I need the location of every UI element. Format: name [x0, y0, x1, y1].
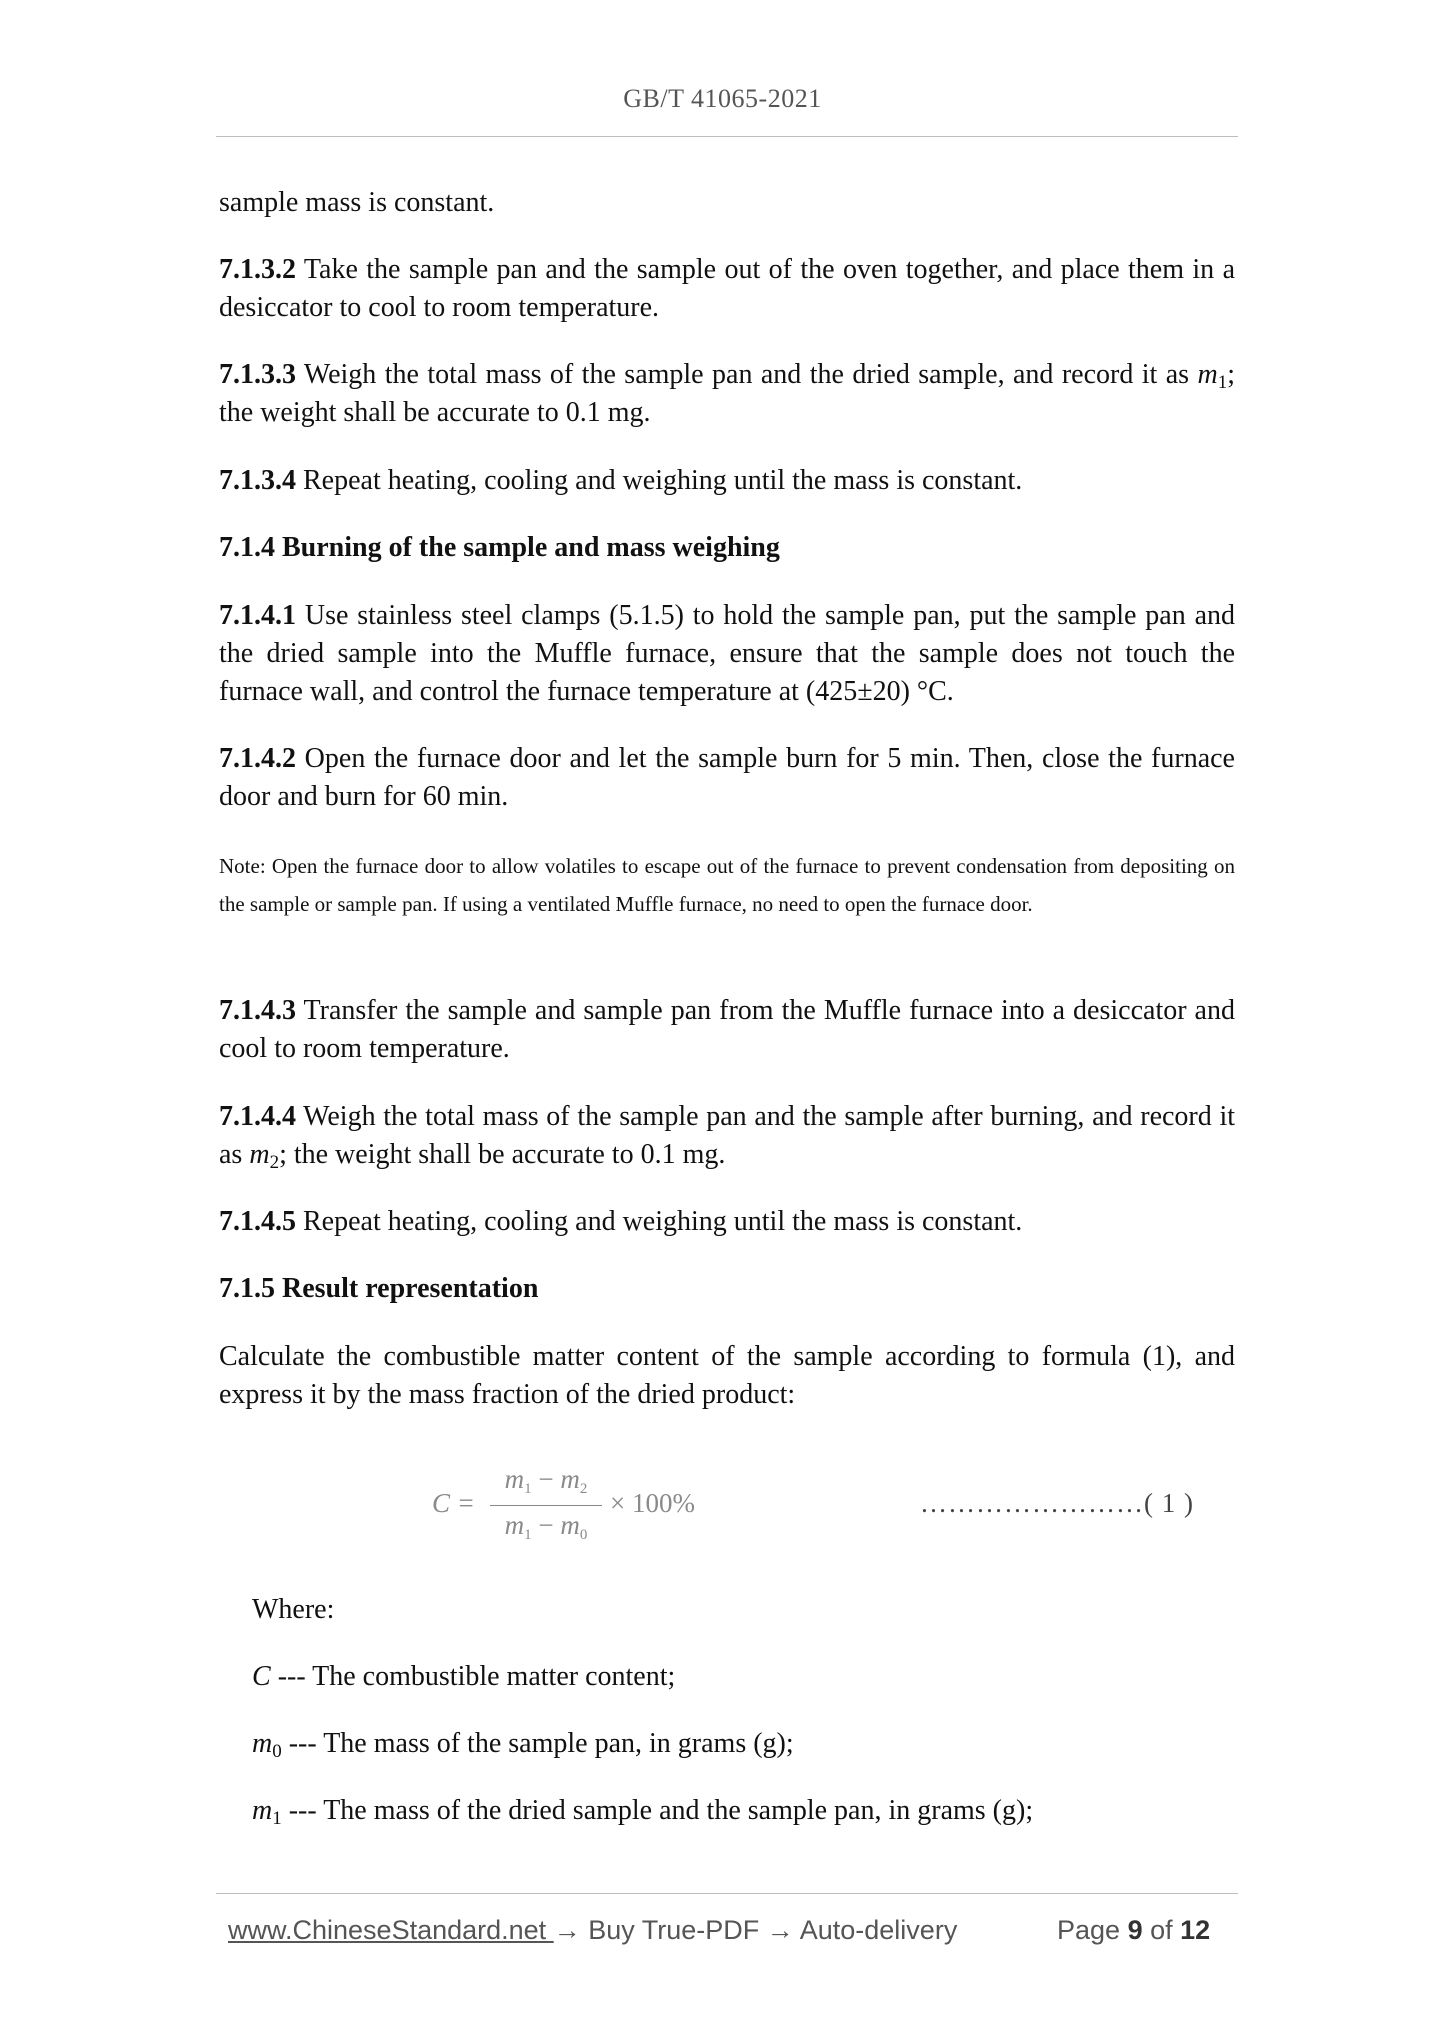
footer-divider	[216, 1893, 1238, 1894]
section-heading-7-1-5: 7.1.5 Result representation	[219, 1273, 539, 1304]
denominator-sub0: 0	[579, 1527, 588, 1543]
clause-number: 7.1.3.4	[219, 465, 296, 496]
clause-7-1-4-5	[219, 1203, 1235, 1241]
numerator-m1: m	[504, 1464, 525, 1494]
symbol-description: --- The mass of the sample pan, in grams (g);	[281, 1728, 794, 1759]
header-divider	[216, 136, 1238, 137]
clause-text: ; the weight shall be accurate to 0.1 mg.	[219, 359, 1235, 428]
clause-text: Transfer the sample and sample pan from the Muffle furnace into a desiccator and cool to room temperature.	[219, 995, 1235, 1064]
calculation-paragraph: Calculate the combustible matter content of the sample according to formula (1), and express it by the mass fraction of the dried product:	[219, 1341, 1235, 1410]
clause-text: ; the weight shall be accurate to 0.1 mg.	[279, 1139, 726, 1170]
formula-multiplier: × 100%	[610, 1488, 695, 1518]
symbol-subscript: 2	[269, 1152, 280, 1173]
note: Note: Open the furnace door to allow volatiles to escape out of the furnace to prevent condensation from depositing on the sample or sample pan. If using a ventilated Muffle furnace, no need to open the furnace door.	[219, 854, 1235, 916]
symbol-m: m	[249, 1139, 270, 1170]
clause-7-1-4-1	[219, 597, 1235, 711]
clause-number: 7.1.4.1	[219, 600, 296, 631]
section-heading-7-1-4: 7.1.4 Burning of the sample and mass weighing	[219, 532, 780, 563]
paragraph-continuation	[219, 184, 1235, 222]
symbol-subscript: 1	[272, 1808, 282, 1829]
clause-number: 7.1.3.2	[219, 254, 296, 285]
clause-text: Repeat heating, cooling and weighing until the mass is constant.	[296, 1206, 1023, 1237]
where-item-c	[252, 1658, 1232, 1696]
formula-numerator	[490, 1464, 602, 1495]
clause-7-1-3-2	[219, 251, 1235, 327]
where-item-m0	[252, 1725, 1232, 1763]
symbol-description: --- The mass of the dried sample and the sample pan, in grams (g);	[281, 1795, 1034, 1826]
clause-text: Repeat heating, cooling and weighing until the mass is constant.	[296, 465, 1023, 496]
clause-number: 7.1.4.3	[219, 995, 296, 1026]
symbol-subscript: 0	[272, 1741, 282, 1762]
clause-7-1-4-4	[219, 1098, 1235, 1174]
website-link[interactable]: www.ChineseStandard.net	[228, 1915, 554, 1945]
numerator-minus: −	[538, 1464, 554, 1494]
numerator-m2: m	[560, 1464, 580, 1494]
clause-7-1-3-4	[219, 462, 1235, 500]
numerator-sub2: 2	[579, 1481, 588, 1497]
symbol: m	[252, 1795, 273, 1826]
denominator-sub1: 1	[524, 1527, 532, 1543]
of-label: of	[1142, 1915, 1181, 1945]
formula-lhs: C =	[432, 1488, 475, 1518]
footer-promo	[228, 1915, 957, 1946]
clause-text: Weigh the total mass of the sample pan and the dried sample, and record it as	[296, 359, 1198, 390]
clause-number: 7.1.4.2	[219, 743, 296, 774]
denominator-m0: m	[560, 1510, 580, 1540]
where-label: Where:	[252, 1594, 335, 1625]
equation-number: ……………………( 1 )	[920, 1488, 1194, 1518]
clause-text: Weigh the total mass of the sample pan and the sample after burning, and record it as	[219, 1101, 1235, 1170]
paragraph-text: sample mass is constant.	[219, 187, 495, 218]
numerator-sub1: 1	[524, 1481, 532, 1497]
page-indicator	[1057, 1915, 1210, 1946]
clause-text: Take the sample pan and the sample out of the oven together, and place them in a desiccator to cool to room temperature.	[219, 254, 1235, 323]
symbol-description: --- The combustible matter content;	[270, 1661, 676, 1692]
symbol-subscript: 1	[1217, 372, 1228, 393]
clause-7-1-3-3	[219, 356, 1235, 432]
clause-7-1-4-2	[219, 740, 1235, 816]
page-number: 9	[1127, 1915, 1143, 1945]
page-label: Page	[1057, 1915, 1128, 1945]
symbol-m: m	[1197, 359, 1218, 390]
clause-7-1-4-3	[219, 992, 1235, 1068]
promo-text: → Buy True-PDF → Auto-delivery	[553, 1915, 958, 1945]
clause-text: Use stainless steel clamps (5.1.5) to hold the sample pan, put the sample pan and the dried sample into the Muffle furnace, ensure that the sample does not touch the furnace wall, and control the furnace temperature at (425±20) °C.	[219, 600, 1235, 707]
formula-1	[432, 1464, 792, 1550]
denominator-minus: −	[538, 1510, 554, 1540]
symbol: C	[252, 1661, 271, 1692]
fraction-bar	[490, 1505, 602, 1506]
clause-number: 7.1.3.3	[219, 359, 296, 390]
denominator-m1: m	[504, 1510, 525, 1540]
clause-number: 7.1.4.5	[219, 1206, 296, 1237]
clause-text: Open the furnace door and let the sample burn for 5 min. Then, close the furnace door and burn for 60 min.	[219, 743, 1235, 812]
where-item-m1	[252, 1792, 1232, 1830]
symbol: m	[252, 1728, 273, 1759]
document-id-header: GB/T 41065-2021	[623, 84, 822, 113]
page-total: 12	[1180, 1915, 1211, 1945]
clause-number: 7.1.4.4	[219, 1101, 296, 1132]
formula-denominator	[490, 1510, 602, 1541]
